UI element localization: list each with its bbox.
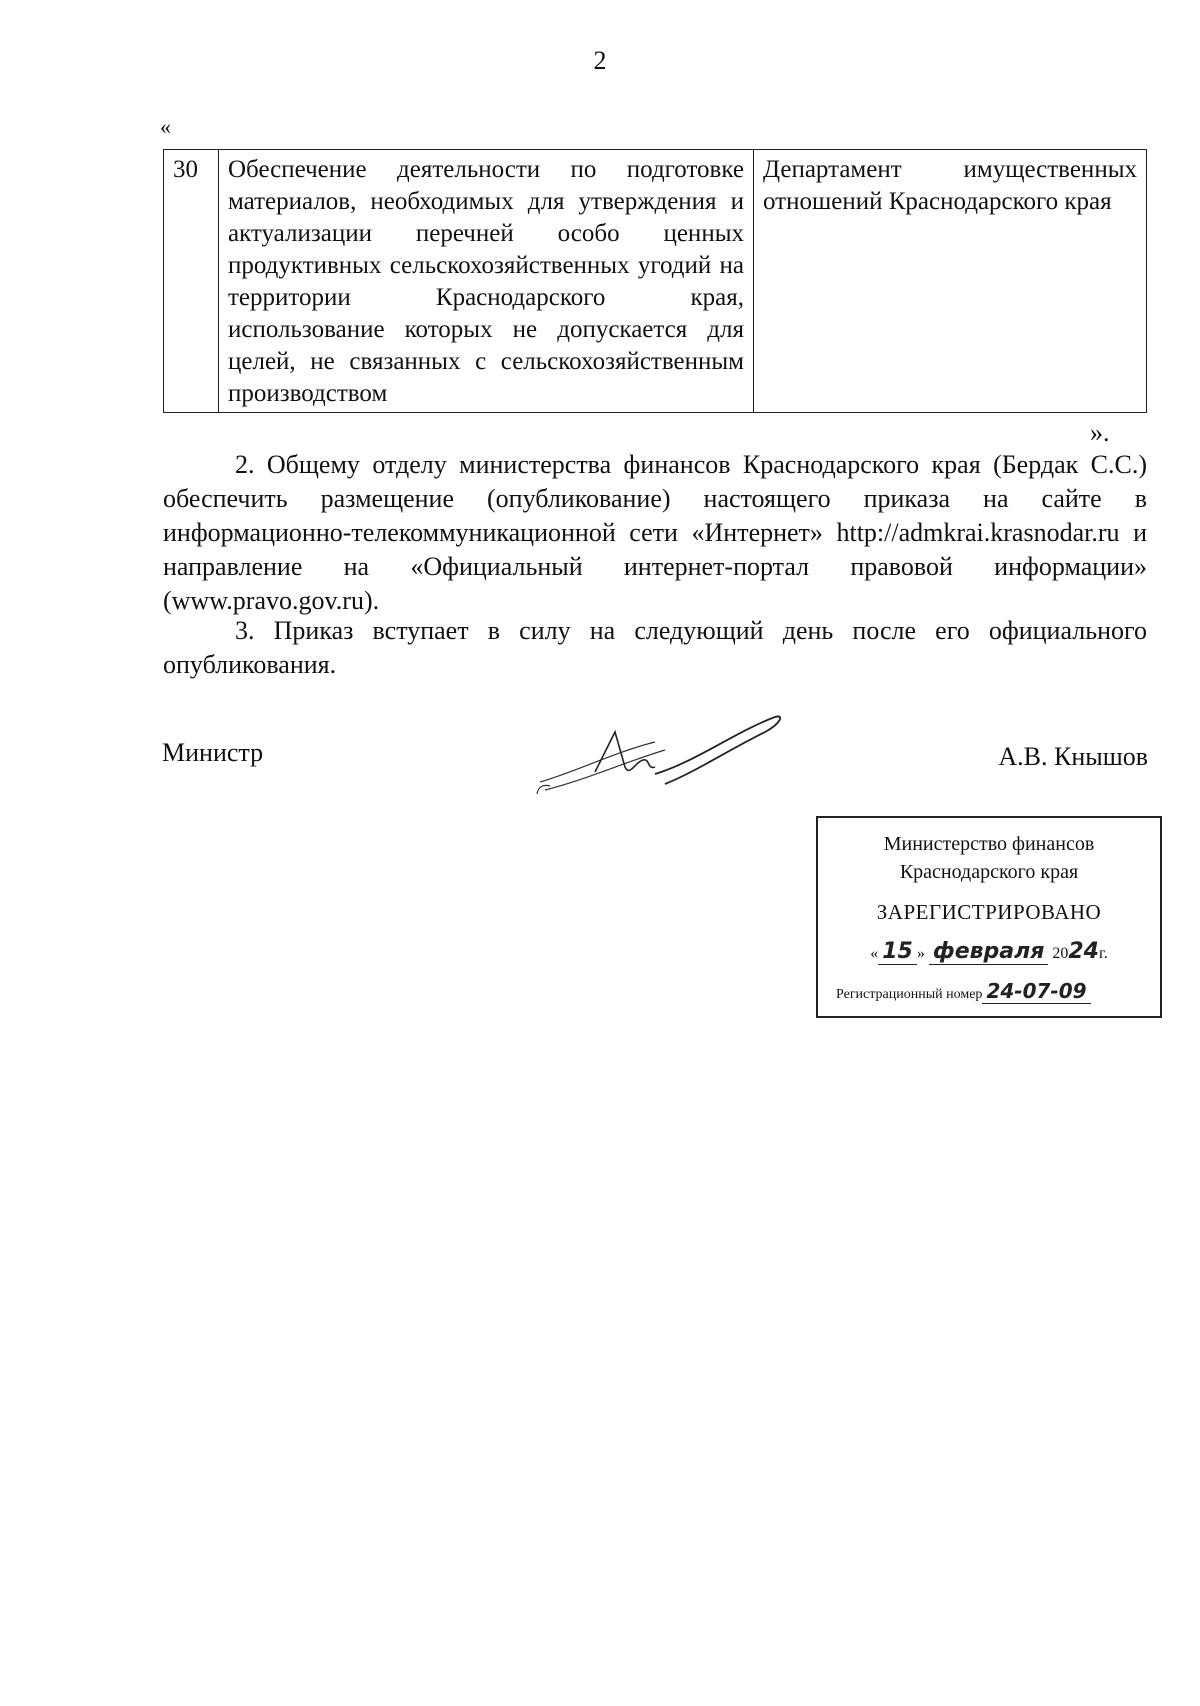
stamp-year-suffix: 24	[1068, 939, 1099, 964]
paragraph-2-text: 2. Общему отделу министерства финансов Краснодарского края (Бердак С.С.) обеспечить размещение (опубликование) настоящего приказа на сайте в информационно-телекоммуникационной сети «Интернет» http://admkrai.krasnodar.ru и направление на «Официальный интернет-портал правовой информации» (www.pravo.gov.ru).	[163, 450, 1147, 615]
opening-quote: «	[160, 114, 171, 139]
stamp-date-close: »	[916, 945, 925, 962]
stamp-ministry: Министерство финансов	[883, 833, 1095, 855]
stamp-date-day: 15	[878, 939, 917, 965]
signature-image	[535, 712, 795, 812]
amendment-table	[163, 149, 1147, 413]
signatory-role: Министр	[162, 738, 264, 767]
stamp-date-month: февраля	[929, 939, 1049, 965]
paragraph-3-text: 3. Приказ вступает в силу на следующий день после его официального опубликования.	[163, 616, 1147, 679]
signatory-name: А.В. Кнышов	[998, 742, 1148, 771]
paragraph-3	[163, 614, 1147, 682]
stamp-reg-label: Регистрационный номер	[836, 987, 983, 1002]
stamp-date-open: «	[870, 945, 879, 962]
stamp-registration	[818, 979, 1160, 1004]
description-cell: Обеспечение деятельности по подготовке материалов, необходимых для утверждения и актуализации перечней особо ценных продуктивных сельскохозяйственных угодий на территории Краснодарского края, использование которых не допускается для целей, не связанных с сельскохозяйственным производством	[219, 150, 754, 413]
stamp-reg-number: 24-07-09	[982, 979, 1090, 1004]
registration-stamp	[816, 816, 1162, 1018]
department-cell: Департамент имущественных отношений Краснодарского края	[754, 150, 1147, 413]
stamp-status: ЗАРЕГИСТРИРОВАНО	[876, 900, 1102, 924]
stamp-year-prefix: 20	[1052, 945, 1069, 962]
stamp-date	[818, 939, 1160, 965]
paragraph-2	[163, 448, 1147, 618]
row-number-cell: 30	[164, 150, 219, 413]
closing-quote: ».	[1090, 418, 1110, 447]
stamp-region: Краснодарского края	[899, 861, 1079, 883]
page-number: 2	[593, 46, 607, 75]
table-row	[164, 150, 1147, 413]
stamp-year-unit: г.	[1099, 945, 1108, 962]
